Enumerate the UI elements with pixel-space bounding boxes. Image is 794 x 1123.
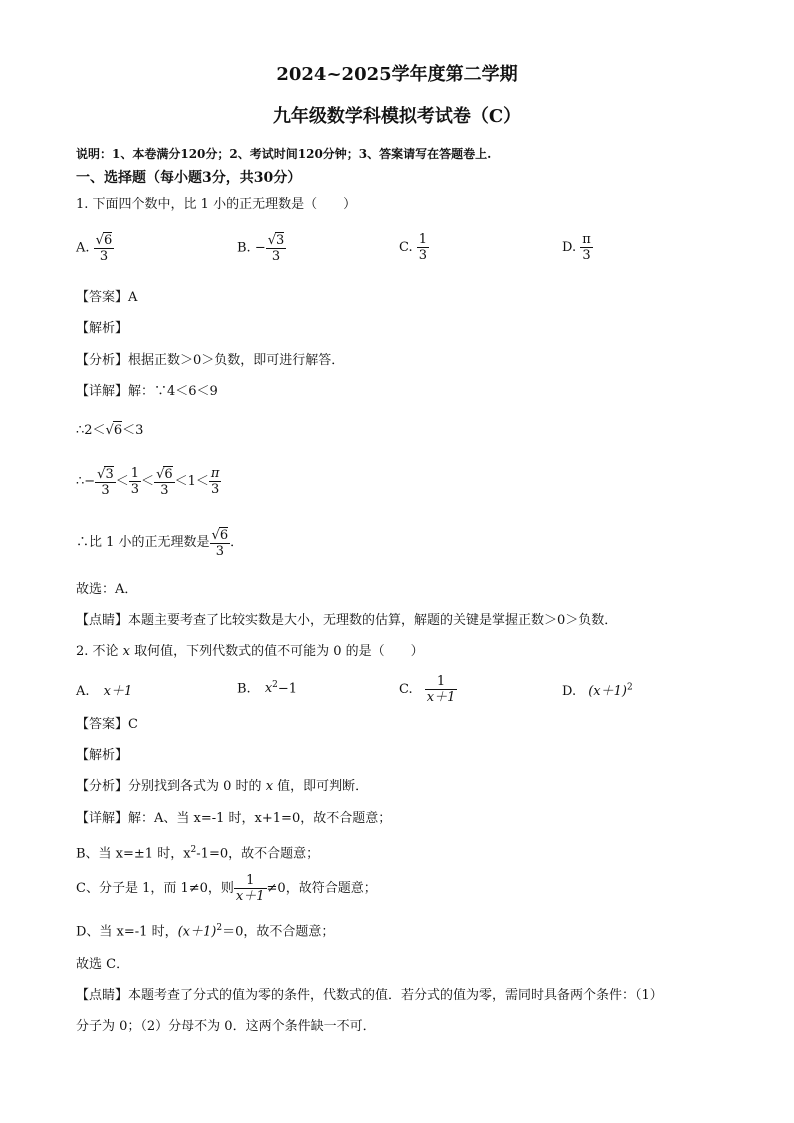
q2-comment-line2: 分子为 0；（2）分母不为 0．这两个条件缺一不可． <box>76 1019 376 1034</box>
exponent: 2 <box>216 923 223 933</box>
comment-tag: 【点睛】 <box>76 988 129 1003</box>
detail-text: B、当 x=±1 时，x <box>76 846 191 862</box>
stem-text: 取何值，下列代数式的值不可能为 0 的是（ ） <box>130 644 424 659</box>
q1-option-c <box>399 232 429 263</box>
q1-answer <box>76 289 137 307</box>
numerator: 1 <box>130 466 140 481</box>
expression: x＋1 <box>103 684 133 699</box>
q2-detail-a <box>76 810 391 828</box>
q2-option-b <box>237 680 297 696</box>
option-letter: D. <box>562 240 577 255</box>
exponent: 2 <box>272 680 278 690</box>
fraction <box>209 466 222 497</box>
fenxi-text: 根据正数＞0＞负数，即可进行解答． <box>128 353 345 368</box>
q1-option-b <box>237 232 286 264</box>
option-letter: C. <box>399 682 413 697</box>
exam-title: 九年级数学科模拟考试卷（C） <box>272 106 522 127</box>
fenxi-tag: 【分析】 <box>76 779 129 794</box>
detail-text: C、分子是 1，而 1≠0，则 <box>76 881 234 896</box>
radicand: 6 <box>164 466 173 482</box>
answer-tag: 【答案】 <box>76 717 129 732</box>
comment-text: 本题主要考查了比较实数是大小，无理数的估算，解题的关键是掌握正数＞0＞负数． <box>128 613 618 628</box>
expression-base: x <box>264 681 273 697</box>
step-text: ∴比 1 小的正无理数是 <box>76 535 210 550</box>
answer-value: A <box>128 290 138 305</box>
step-text: ∴− <box>76 474 96 489</box>
step-text: ＜1＜ <box>174 474 209 489</box>
radicand: 3 <box>105 466 114 482</box>
q1-option-d <box>562 232 593 263</box>
q2-stem <box>76 643 424 661</box>
radicand: 6 <box>219 527 229 543</box>
detail-text: 解：∵4＜6＜9 <box>128 384 218 399</box>
q1-detail <box>76 383 218 401</box>
answer-tag: 【答案】 <box>76 290 129 305</box>
expression: (x＋1) <box>588 684 627 699</box>
answer-value: C <box>128 717 138 732</box>
detail-text: D、当 x=-1 时， <box>76 924 178 940</box>
detail-text: 解：A、当 x=-1 时，x+1=0，故不合题意； <box>128 811 392 826</box>
comment-tag: 【点睛】 <box>76 613 129 628</box>
q1-option-a <box>76 232 114 264</box>
fenxi-text: 分别找到各式为 0 时的 <box>128 779 266 794</box>
detail-tag: 【详解】 <box>76 811 129 826</box>
numerator: π <box>210 466 220 481</box>
expression-rest: −1 <box>277 681 298 697</box>
fraction: $\frac{√6}{3}$ <box>211 527 229 559</box>
q2-option-c <box>399 674 457 705</box>
option-letter: B. <box>237 681 251 697</box>
option-letter: A. <box>76 240 90 256</box>
q1-step3 <box>76 523 243 563</box>
numerator: π <box>582 232 591 247</box>
fraction: $\frac{√3}{3}$ <box>97 466 114 498</box>
option-letter: B. <box>237 240 251 256</box>
numerator: 1 <box>418 232 428 247</box>
stem-text: 2. 不论 <box>76 644 123 659</box>
denominator: 3 <box>418 248 428 263</box>
variable: x <box>122 644 131 659</box>
numerator: 1 <box>234 873 267 889</box>
q1-choose: 故选：A． <box>76 582 138 597</box>
denominator: 3 <box>271 249 281 264</box>
numerator: 1 <box>425 674 458 690</box>
step-text: ＜ <box>115 474 129 489</box>
comment-text: 本题考查了分式的值为零的条件，代数式的值．若分式的值为零，需同时具备两个条件：（1） <box>128 988 663 1003</box>
q2-choose: 故选 C． <box>76 957 130 972</box>
detail-text: ＝0，故不合题意； <box>222 924 335 940</box>
q1-step2 <box>76 462 221 502</box>
step-text: ＜3 <box>122 423 144 438</box>
fraction <box>129 466 141 497</box>
fenxi-tag: 【分析】 <box>76 353 129 368</box>
q2-answer <box>76 716 138 734</box>
radicand: 6 <box>103 233 113 248</box>
denominator: 3 <box>160 482 169 498</box>
q2-detail-c <box>76 869 377 909</box>
denominator: 3 <box>101 482 110 498</box>
q1-step1: ∴2＜√6＜3 <box>76 423 144 438</box>
q2-comment-line1 <box>76 987 663 1005</box>
q2-fenxi <box>76 778 368 796</box>
variable: x <box>265 779 274 794</box>
q1-comment <box>76 612 617 630</box>
option-letter: A. <box>76 684 90 699</box>
exponent: 2 <box>190 845 197 855</box>
option-letter: C. <box>399 240 413 255</box>
fraction <box>234 873 267 904</box>
expression: (x＋1) <box>177 924 217 940</box>
exam-title-term: 2024~2025学年度第二学期 <box>276 64 518 85</box>
q1-stem: 1. 下面四个数中，比 1 小的正无理数是（ ） <box>76 197 357 212</box>
section-heading: 一、选择题（每小题3分，共30分） <box>76 170 302 186</box>
step-text: ． <box>230 535 244 550</box>
minus-sign: − <box>254 240 266 256</box>
detail-tag: 【详解】 <box>76 384 129 399</box>
fraction: $\frac{√3}{3}$ <box>267 233 285 264</box>
detail-text: ≠0，故符合题意； <box>266 881 377 896</box>
q1-fenxi <box>76 352 344 370</box>
denominator: 3 <box>99 249 109 264</box>
fraction <box>425 674 458 705</box>
radicand: 3 <box>276 233 285 248</box>
q2-option-a <box>76 680 132 699</box>
fraction <box>417 232 429 263</box>
option-letter: D. <box>562 684 577 699</box>
denominator: x＋1 <box>426 690 456 705</box>
denominator: x＋1 <box>235 889 265 904</box>
fraction: $\frac{√6}{3}$ <box>95 233 113 264</box>
fenxi-text: 值，即可判断． <box>273 779 369 794</box>
exponent: 2 <box>626 682 633 693</box>
step-text: ＜ <box>141 474 155 489</box>
detail-text: -1=0，故不合题意； <box>196 846 320 862</box>
denominator: 3 <box>130 482 140 497</box>
fraction: $\frac{√6}{3}$ <box>156 466 173 498</box>
denominator: 3 <box>215 543 224 559</box>
q2-analysis-tag: 【解析】 <box>76 748 129 763</box>
radicand: 6 <box>113 423 123 438</box>
exam-instructions: 说明：1、本卷满分120分；2、考试时间120分钟；3、答案请写在答题卷上. <box>76 147 492 161</box>
fraction <box>580 232 593 263</box>
denominator: 3 <box>582 248 591 263</box>
q1-analysis-tag: 【解析】 <box>76 321 129 336</box>
q2-option-d <box>562 680 633 699</box>
denominator: 3 <box>211 482 220 497</box>
step-text: ∴2＜ <box>76 423 106 438</box>
q2-detail-d <box>76 919 334 941</box>
q2-detail-b <box>76 841 319 863</box>
